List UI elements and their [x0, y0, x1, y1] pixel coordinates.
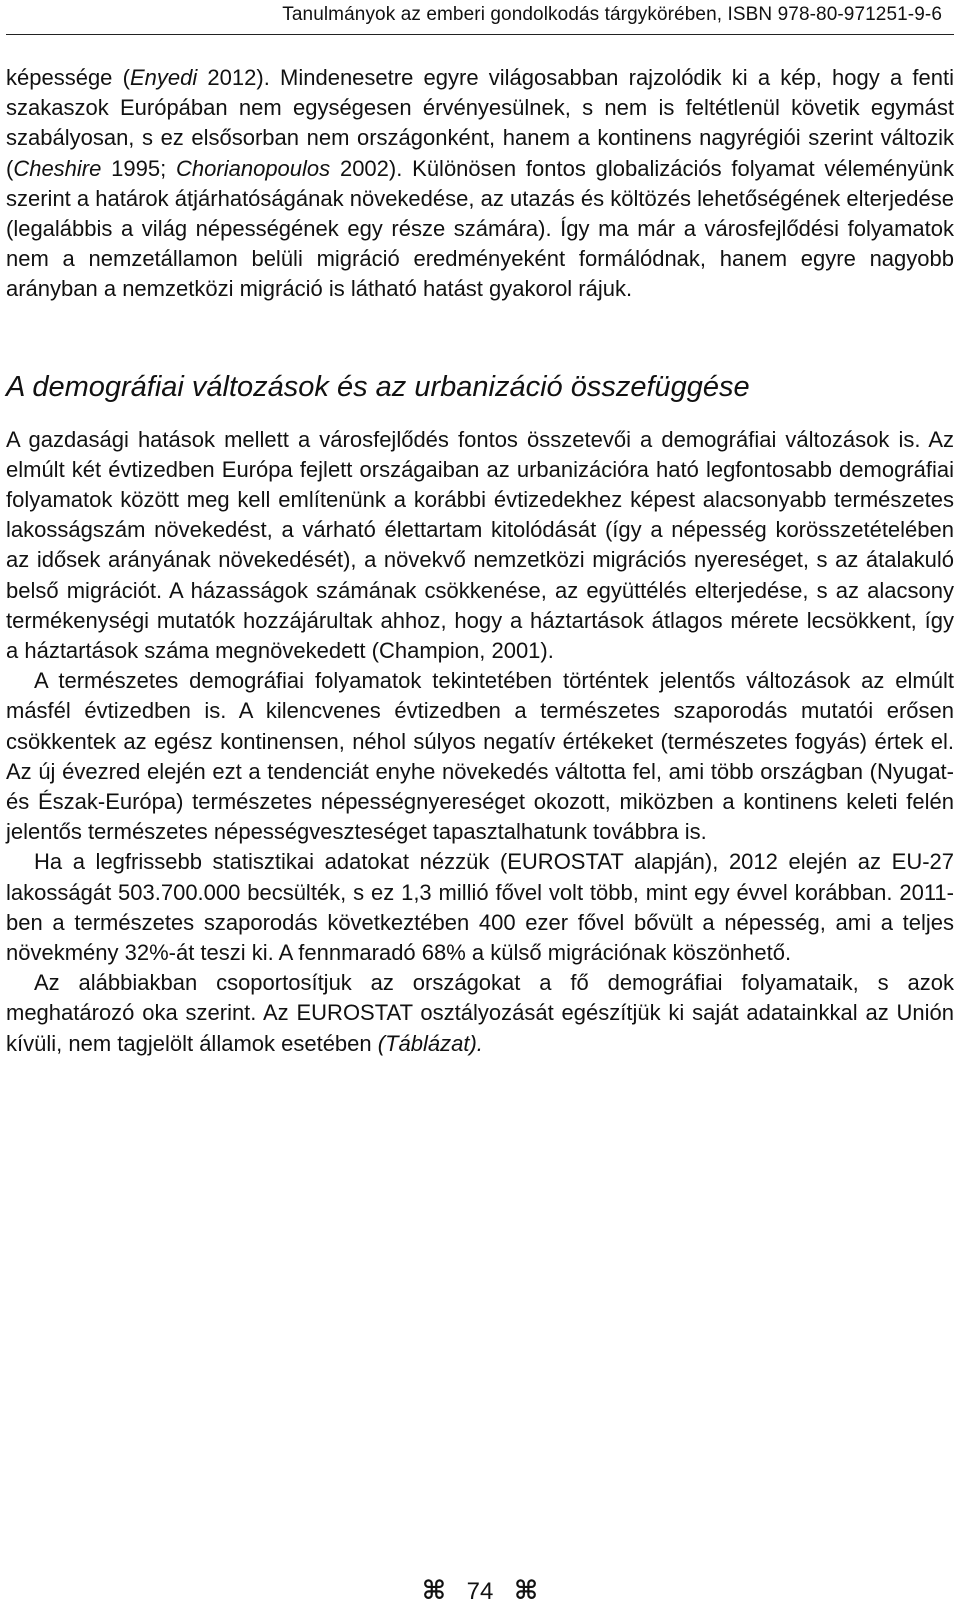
paragraph-demographic-changes — [6, 425, 954, 667]
header-divider — [6, 34, 954, 35]
text-run: 2012). Mindenesetre egyre világosabban rajzolódik ki a kép, hogy a fenti szakaszok Európában nem egységesen érvényesülnek, s nem is feltétlenül követik egymást szabályosan, s ez elsősorban nem országonként, hanem a kontinens nagyrégiói szerint változik ( — [6, 65, 954, 181]
running-header: Tanulmányok az emberi gondolkodás tárgykörében, ISBN 978-80-971251-9-6 — [282, 4, 942, 25]
command-symbol-icon: ⌘ — [514, 1576, 539, 1606]
paragraph-intro — [6, 63, 954, 305]
italic-text-run: Chorianopoulos — [176, 155, 331, 181]
text-run: A természetes demográfiai folyamatok tekintetében történtek jelentős változások az elmúlt másfél évtizedben is. A kilencvenes évtizedben a természetes szaporodás mutatói erősen csökkentek az egész kontinensen, néhol súlyos negatív értékeket (természetes fogyás) értek el. Az új évezred elején ezt a tendenciát enyhe növekedés váltotta fel, ami több országban (Nyugat-és Észak-Európa) természetes népességnyereséget okozott, miközben a kontinens keleti felén jelentős természetes népességveszteséget tapasztalhatunk továbbra is. — [6, 668, 954, 845]
page-body — [6, 63, 954, 1059]
text-run: 1995; — [101, 155, 177, 181]
page-number: 74 — [466, 1578, 494, 1605]
paragraph-natural-processes — [6, 666, 954, 847]
text-run: 2002). Különösen fontos globalizációs folyamat véleményünk szerint a határok átjárhatóságának növekedése, az utazás és költözés lehetőségének elterjedése (legalábbis a világ népességének egy része számára). Így ma már a városfejlődési folyamatok nem a nemzetállamon belüli migráció eredményeként formálódnak, hanem egyre nagyobb arányban a nemzetközi migráció is látható hatást gyakorol rájuk. — [6, 155, 954, 302]
text-run: Ha a legfrissebb statisztikai adatokat nézzük (EUROSTAT alapján), 2012 elején az EU-27 lakosságát 503.700.000 becsülték, s ez 1,3 millió fővel volt több, mint egy évvel korábban. 2011-ben a természetes szaporodás következtében 400 ezer fővel bővült a népesség, ami a teljes növekmény 32%-át teszi ki. A fennmaradó 68% a külső migrációnak köszönhető. — [6, 849, 954, 966]
text-run: Az alábbiakban csoportosítjuk az országokat a fő demográfiai folyamataik, s azok meghatározó oka szerint. Az EUROSTAT osztályozását egészítjük ki saját adatainkkal az Unión kívüli, nem tagjelölt államok esetében — [6, 970, 954, 1056]
section-heading: A demográfiai változások és az urbanizáció összefüggése — [6, 370, 750, 403]
text-run: A gazdasági hatások mellett a városfejlődés fontos összetevői a demográfiai változások is. Az elmúlt két évtizedben Európa fejlett országaiban az urbanizációra ható legfontosabb demográfiai folyamatok között meg kell említenünk a korábbi évtizedekhez képest alacsonyabb természetes lakosságszám növekedést, a várható élettartam kitolódását (így a népesség korösszetételében az idősek arányának növekedését), a növekvő nemzetközi migrációs nyereséget, s az átalakuló belső migrációt. A házasságok számának csökkenése, az együttélés elterjedése, s az alacsony termékenységi mutatók hozzájárultak ahhoz, hogy a háztartások átlagos mérete lecsökkent, így a háztartások száma megnövekedett (Champion, 2001). — [6, 426, 954, 664]
italic-text-run: (Táblázat). — [377, 1030, 483, 1056]
italic-text-run: Enyedi — [129, 65, 198, 90]
italic-text-run: Cheshire — [13, 155, 102, 181]
paragraph-country-grouping — [6, 968, 954, 1059]
page-footer — [0, 1576, 960, 1607]
text-run: képessége ( — [6, 65, 130, 90]
paragraph-eurostat-statistics — [6, 847, 954, 968]
command-symbol-icon: ⌘ — [421, 1576, 446, 1606]
